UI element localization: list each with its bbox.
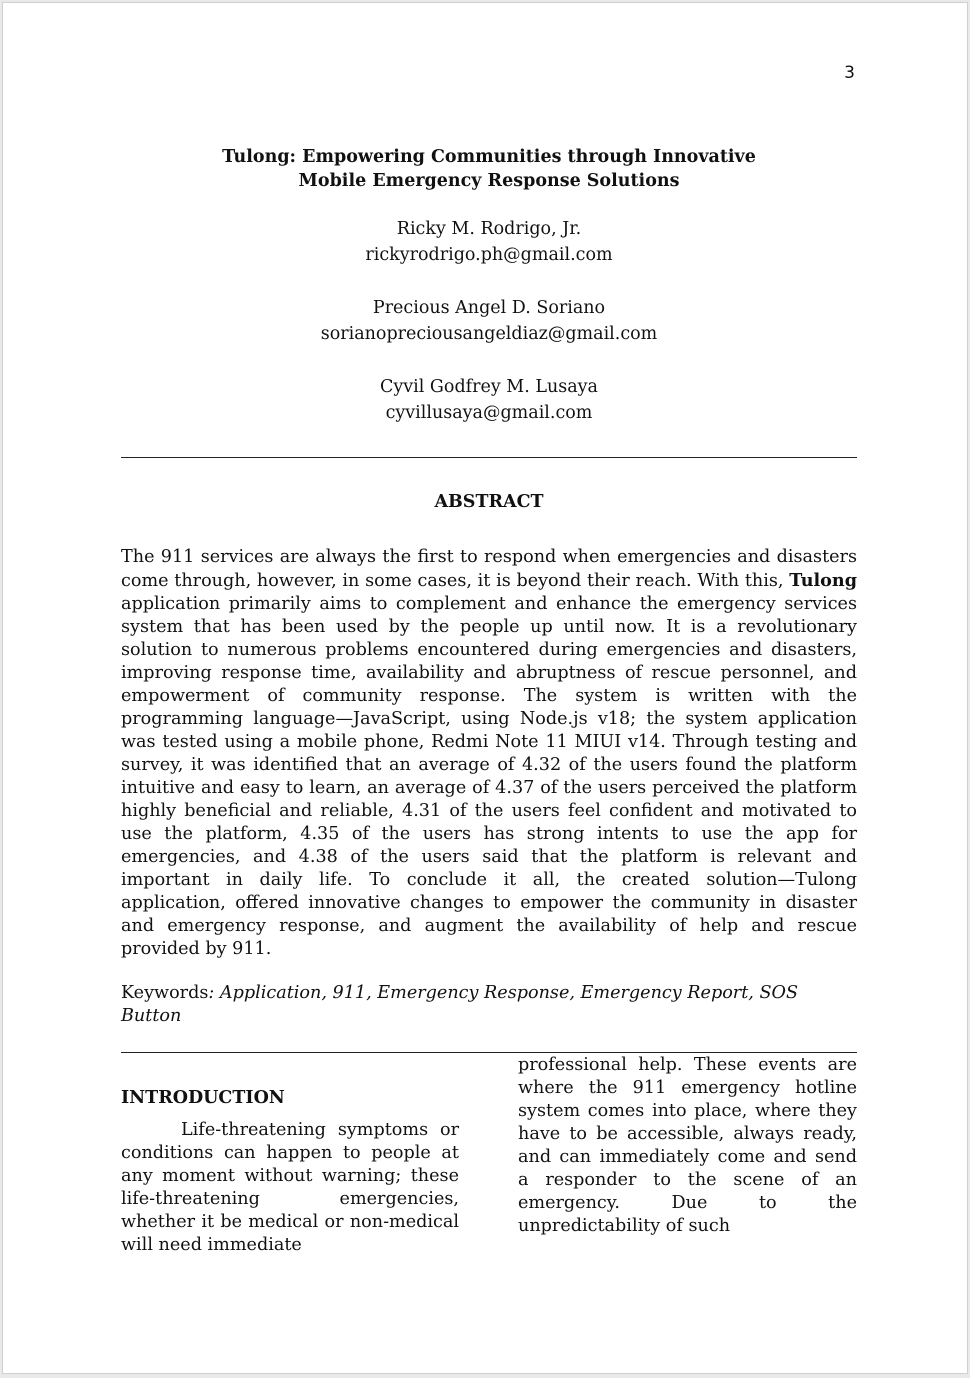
paper-title-line-1: Tulong: Empowering Communities through Innovative xyxy=(222,147,756,167)
paper-title-line-2: Mobile Emergency Response Solutions xyxy=(298,171,680,191)
section-divider xyxy=(121,457,857,458)
keywords-label: Keywords xyxy=(121,983,209,1003)
keywords-values: : Application, 911, Emergency Response, Emergency Report, SOS Button xyxy=(121,983,798,1026)
author-entry xyxy=(121,295,857,347)
abstract-heading: ABSTRACT xyxy=(434,492,544,512)
author-list xyxy=(121,216,857,453)
keywords xyxy=(121,982,857,1028)
author-entry xyxy=(121,216,857,268)
abstract-text-start: The 911 services are always the first to respond when emergencies and disasters come through, however, in some cases, it is beyond their reach. With this, xyxy=(121,547,857,591)
introduction-heading: INTRODUCTION xyxy=(121,1088,285,1108)
section-divider xyxy=(121,1052,857,1053)
author-email: rickyrodrigo.ph@gmail.com xyxy=(365,245,613,265)
author-name: Precious Angel D. Soriano xyxy=(372,298,606,318)
author-email: cyvillusaya@gmail.com xyxy=(385,403,593,423)
document-page xyxy=(2,2,968,1374)
author-name: Cyvil Godfrey M. Lusaya xyxy=(380,377,598,397)
page-number: 3 xyxy=(844,63,855,83)
paper-title xyxy=(121,145,857,193)
introduction-right-column: professional help. These events are where the 911 emergency hotline system comes into place, where they have to be accessible, always ready, and can immediately come and send a responder to the scene of an emergency. Due to the unpredictability of such xyxy=(518,1055,857,1236)
abstract-app-name: Tulong xyxy=(789,570,857,591)
abstract-body xyxy=(121,546,857,961)
author-email: sorianopreciousangeldiaz@gmail.com xyxy=(320,324,658,344)
author-name: Ricky M. Rodrigo, Jr. xyxy=(396,219,582,239)
author-entry xyxy=(121,374,857,426)
abstract-text-rest: application primarily aims to complement and enhance the emergency services system that has been used by the people up until now. It is a revolutionary solution to numerous problems encountered during emergencies and disasters, improving response time, availability and abruptness of rescue personnel, and empowerment of community response. The system is written with the programming language—JavaScript, using Node.js v18; the system application was tested using a mobile phone, Redmi Note 11 MIUI v14. Through testing and survey, it was identified that an average of 4.32 of the users found the platform intuitive and easy to learn, an average of 4.37 of the users perceived the platform highly beneficial and reliable, 4.31 of the users feel confident and motivated to use the platform, 4.35 of the users has strong intents to use the app for emergencies, and 4.38 of the users said that the platform is relevant and important in daily life. To conclude it all, the created solution—Tulong application, offered innovative changes to empower the community in disaster and emergency response, and augment the availability of help and rescue provided by 911. xyxy=(121,594,857,959)
introduction-left-column: Life-threatening symptoms or conditions can happen to people at any moment without warning; these life-threatening emergencies, whether it be medical or non-medical will need immediate xyxy=(121,1120,459,1255)
